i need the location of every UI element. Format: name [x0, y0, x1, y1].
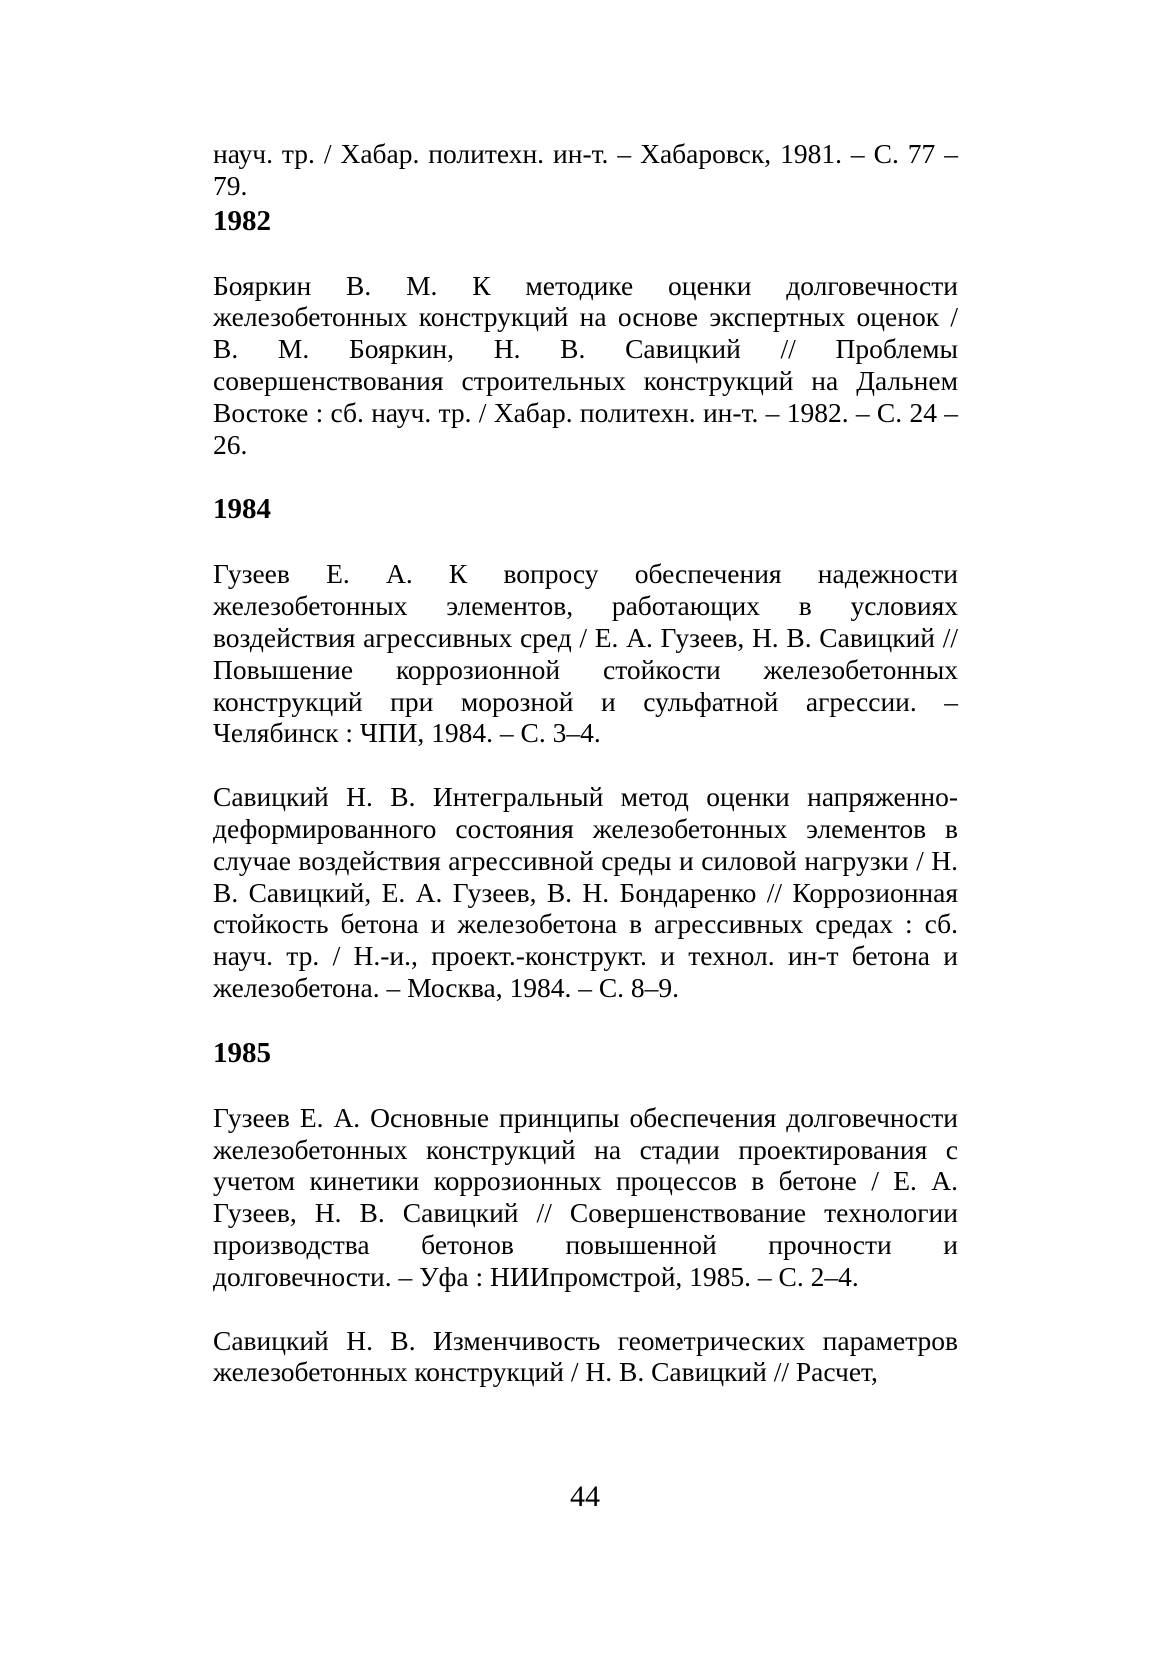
year-heading-1984: 1984 — [213, 493, 271, 526]
year-heading-1982: 1982 — [213, 204, 271, 237]
bibliography-entry: Бояркин В. М. К методике оценки долговечности железобетонных конструкций на основе экспертных оценок / В. М. Бояркин, Н. В. Савицкий // Проблемы совершенствования строительных конструкций на Дальнем Востоке : сб. науч. тр. / Хабар. политехн. ин-т. – 1982. – С. 24 – 26. — [213, 269, 958, 460]
bibliography-entry: Савицкий Н. В. Изменчивость геометрических параметров железобетонных конструкций / Н. В. Савицкий // Расчет, — [213, 1324, 958, 1388]
year-heading-1985: 1985 — [213, 1036, 271, 1069]
bibliography-entry-continuation: науч. тр. / Хабар. политехн. ин-т. – Хабаровск, 1981. – С. 77 – 79. — [213, 138, 958, 201]
bibliography-list — [213, 138, 958, 1388]
bibliography-entry: Савицкий Н. В. Интегральный метод оценки напряженно-деформированного состояния железобетонных элементов в случае воздействия агрессивной среды и силовой нагрузки / Н. В. Савицкий, Е. А. Гузеев, В. Н. Бондаренко // Коррозионная стойкость бетона и железобетона в агрессивных средах : сб. науч. тр. / Н.-и., проект.-конструкт. и технол. ин-т бетона и железобетона. – Москва, 1984. – С. 8–9. — [213, 781, 958, 1003]
bibliography-entry: Гузеев Е. А. Основные принципы обеспечения долговечности железобетонных конструкций на стадии проектирования с учетом кинетики коррозионных процессов в бетоне / Е. А. Гузеев, Н. В. Савицкий // Совершенствование технологии производства бетонов повышенной прочности и долговечности. – Уфа : НИИпромстрой, 1985. – С. 2–4. — [213, 1101, 958, 1292]
bibliography-entry: Гузеев Е. А. К вопросу обеспечения надежности железобетонных элементов, работающих в условиях воздействия агрессивных сред / Е. А. Гузеев, Н. В. Савицкий // Повышение коррозионной стойкости железобетонных конструкций при морозной и сульфатной агрессии. – Челябинск : ЧПИ, 1984. – С. 3–4. — [213, 558, 958, 749]
page-number: 44 — [570, 1480, 600, 1513]
